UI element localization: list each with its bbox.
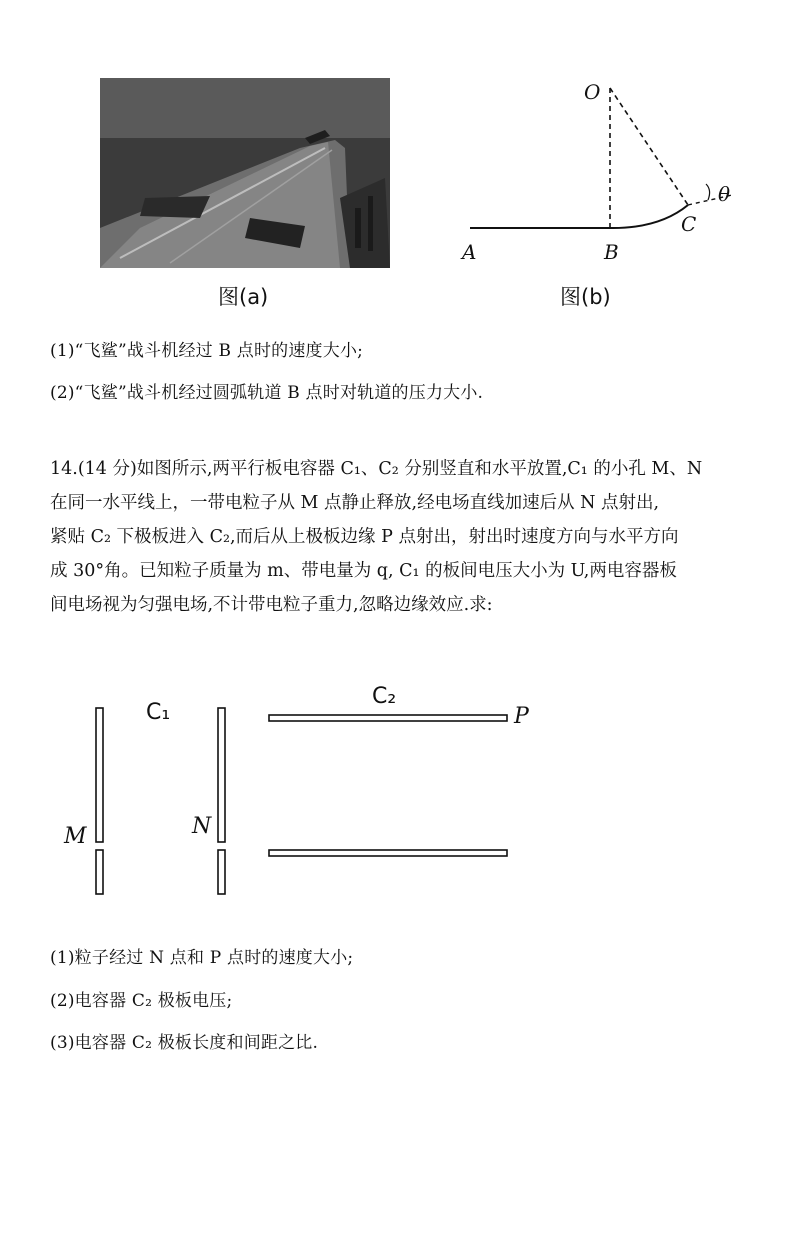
q14-item-3: (3)电容器 C₂ 极板长度和间距之比.	[50, 1033, 319, 1053]
q14-line-1: 14.(14 分)如图所示,两平行板电容器 C₁、C₂ 分别竖直和水平放置,C₁ 的小孔 M、N	[50, 459, 703, 479]
q14-line-5: 间电场视为匀强电场,不计带电粒子重力,忽略边缘效应.求:	[50, 595, 493, 615]
q14-item-2: (2)电容器 C₂ 极板电压;	[50, 991, 233, 1011]
label-o: O	[584, 80, 601, 104]
label-p: P	[514, 704, 529, 729]
label-c1: C₁	[146, 700, 171, 725]
figure-a-caption: 图(a)	[218, 285, 269, 309]
label-c2: C₂	[372, 684, 397, 709]
q14-item-1: (1)粒子经过 N 点和 P 点时的速度大小;	[50, 948, 354, 968]
q13-item-2: (2)“飞鲨”战斗机经过圆弧轨道 B 点时对轨道的压力大小.	[50, 383, 484, 403]
figure-b-caption: 图(b)	[560, 285, 611, 309]
label-a: A	[462, 240, 477, 264]
q14-line-3: 紧贴 C₂ 下极板进入 C₂,而后从上极板边缘 P 点射出，射出时速度方向与水平方向	[50, 527, 679, 547]
label-m: M	[64, 824, 87, 849]
q14-line-2: 在同一水平线上，一带电粒子从 M 点静止释放,经电场直线加速后从 N 点射出,	[50, 493, 660, 513]
carrier-deck-photo	[100, 78, 390, 268]
q14-paragraph	[50, 452, 760, 622]
q13-item-1: (1)“飞鲨”战斗机经过 B 点时的速度大小;	[50, 341, 364, 361]
carrier-photo-graphic	[100, 78, 390, 268]
q14-line-4: 成 30°角。已知粒子质量为 m、带电量为 q, C₁ 的板间电压大小为 U,两电容器板	[50, 561, 677, 581]
label-b: B	[604, 240, 619, 264]
label-theta: θ	[718, 182, 731, 206]
label-n: N	[192, 814, 212, 839]
label-c: C	[681, 212, 697, 236]
capacitor-diagram	[40, 690, 540, 910]
